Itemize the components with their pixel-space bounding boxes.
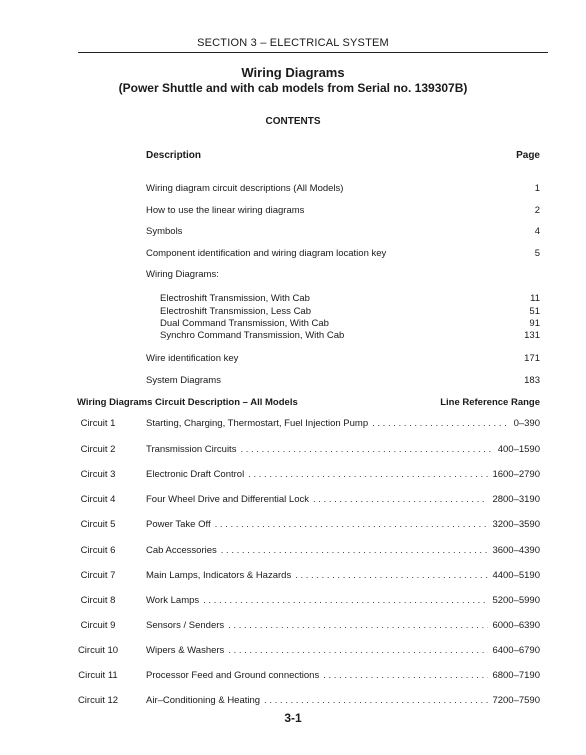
toc-entry-page: 5: [534, 248, 540, 259]
circuit-range: 2800–3190: [492, 494, 540, 505]
wiring-diagram-page: 11: [530, 293, 540, 304]
page-subtitle: (Power Shuttle and with cab models from Serial no. 139307B): [118, 81, 468, 95]
dot-leader: [372, 418, 509, 429]
circuit-id: Circuit 8: [80, 595, 116, 606]
wiring-diagram-label: Electroshift Transmission, Less Cab: [160, 306, 312, 317]
circuit-row: [0, 645, 586, 659]
circuit-description: Air–Conditioning & Heating: [146, 695, 261, 706]
toc-entry: [146, 205, 540, 218]
toc-entry: [146, 375, 540, 388]
contents-heading: CONTENTS: [265, 116, 321, 127]
wiring-diagram-page: 51: [529, 306, 540, 317]
circuit-range: 4400–5190: [492, 570, 540, 581]
circuit-id: Circuit 9: [80, 620, 116, 631]
circuit-row: [0, 670, 586, 684]
dot-leader: [313, 494, 488, 505]
dot-leader: [323, 670, 488, 681]
toc-entry: [146, 353, 540, 366]
toc-entry: [146, 269, 540, 282]
circuit-description: Wipers & Washers: [146, 645, 225, 656]
circuit-range: 7200–7590: [492, 695, 540, 706]
wiring-diagram-entry: [160, 293, 540, 305]
circuit-description: Cab Accessories: [146, 545, 217, 556]
circuit-range: 5200–5990: [492, 595, 540, 606]
circuit-description: Transmission Circuits: [146, 444, 237, 455]
dot-leader: [203, 595, 488, 606]
circuit-row: [0, 418, 586, 432]
page-column-heading: Page: [516, 150, 540, 161]
circuit-description: Work Lamps: [146, 595, 200, 606]
toc-entry-label: How to use the linear wiring diagrams: [146, 205, 305, 216]
circuit-id: Circuit 12: [77, 695, 119, 706]
circuit-row: [0, 545, 586, 559]
dot-leader: [295, 570, 488, 581]
toc-entry-page: 171: [524, 353, 540, 364]
circuit-row: [0, 519, 586, 533]
toc-entry: [146, 226, 540, 239]
circuit-row: [0, 620, 586, 634]
circuit-row: [0, 595, 586, 609]
circuit-id: Circuit 6: [80, 545, 116, 556]
circuit-range: 6400–6790: [492, 645, 540, 656]
circuit-range: 3600–4390: [492, 545, 540, 556]
wiring-diagram-label: Electroshift Transmission, With Cab: [160, 293, 310, 304]
circuit-description: Starting, Charging, Thermostart, Fuel Injection Pump: [146, 418, 369, 429]
circuit-description: Power Take Off: [146, 519, 211, 530]
wiring-diagram-label: Synchro Command Transmission, With Cab: [160, 330, 345, 341]
circuit-description: Sensors / Senders: [146, 620, 225, 631]
circuit-id: Circuit 3: [80, 469, 116, 480]
circuit-range: 400–1590: [497, 444, 540, 455]
dot-leader: [264, 695, 488, 706]
toc-entry-page: 2: [534, 205, 540, 216]
dot-leader: [248, 469, 488, 480]
page-title: Wiring Diagrams: [241, 65, 345, 80]
dot-leader: [228, 645, 488, 656]
toc-entry-label: Component identification and wiring diagram location key: [146, 248, 387, 259]
circuit-range: 6000–6390: [492, 620, 540, 631]
toc-entry: [146, 183, 540, 196]
dot-leader: [221, 545, 489, 556]
toc-entry-page: 1: [534, 183, 540, 194]
toc-entry-label: Symbols: [146, 226, 183, 237]
toc-entry-label: System Diagrams: [146, 375, 221, 386]
wiring-diagram-entry: [160, 318, 540, 330]
circuit-id: Circuit 2: [80, 444, 116, 455]
dot-leader: [215, 519, 489, 530]
circuit-row: [0, 570, 586, 584]
line-reference-heading: Line Reference Range: [440, 397, 540, 408]
header-rule: [78, 52, 548, 53]
circuit-description: Four Wheel Drive and Differential Lock: [146, 494, 309, 505]
circuit-description-heading: Wiring Diagrams Circuit Description – All Models: [77, 397, 298, 408]
toc-entry-page: 183: [524, 375, 540, 386]
circuit-range: 0–390: [513, 418, 540, 429]
section-header: SECTION 3 – ELECTRICAL SYSTEM: [197, 37, 389, 49]
circuit-id: Circuit 10: [77, 645, 119, 656]
circuit-range: 1600–2790: [492, 469, 540, 480]
circuit-row: [0, 469, 586, 483]
wiring-diagram-label: Dual Command Transmission, With Cab: [160, 318, 329, 329]
dot-leader: [240, 444, 493, 455]
toc-entry-label: Wiring Diagrams:: [146, 269, 219, 280]
dot-leader: [228, 620, 488, 631]
circuit-description: Electronic Draft Control: [146, 469, 245, 480]
circuit-range: 3200–3590: [492, 519, 540, 530]
toc-entry-label: Wire identification key: [146, 353, 239, 364]
circuit-description: Processor Feed and Ground connections: [146, 670, 320, 681]
circuit-row: [0, 444, 586, 458]
circuit-id: Circuit 5: [80, 519, 116, 530]
toc-entry-label: Wiring diagram circuit descriptions (All Models): [146, 183, 344, 194]
toc-entry-page: 4: [534, 226, 540, 237]
page-number: 3-1: [284, 711, 302, 725]
wiring-diagram-page: 131: [524, 330, 540, 341]
circuit-id: Circuit 7: [80, 570, 116, 581]
wiring-diagram-entry: [160, 306, 540, 318]
circuit-id: Circuit 11: [78, 670, 118, 681]
circuit-description: Main Lamps, Indicators & Hazards: [146, 570, 292, 581]
circuit-row: [0, 494, 586, 508]
circuit-row: [0, 695, 586, 709]
description-column-heading: Description: [146, 150, 202, 161]
wiring-diagram-entry: [160, 330, 540, 342]
circuit-id: Circuit 4: [80, 494, 116, 505]
toc-entry: [146, 248, 540, 261]
circuit-id: Circuit 1: [80, 418, 116, 429]
circuit-range: 6800–7190: [492, 670, 540, 681]
wiring-diagram-page: 91: [529, 318, 540, 329]
